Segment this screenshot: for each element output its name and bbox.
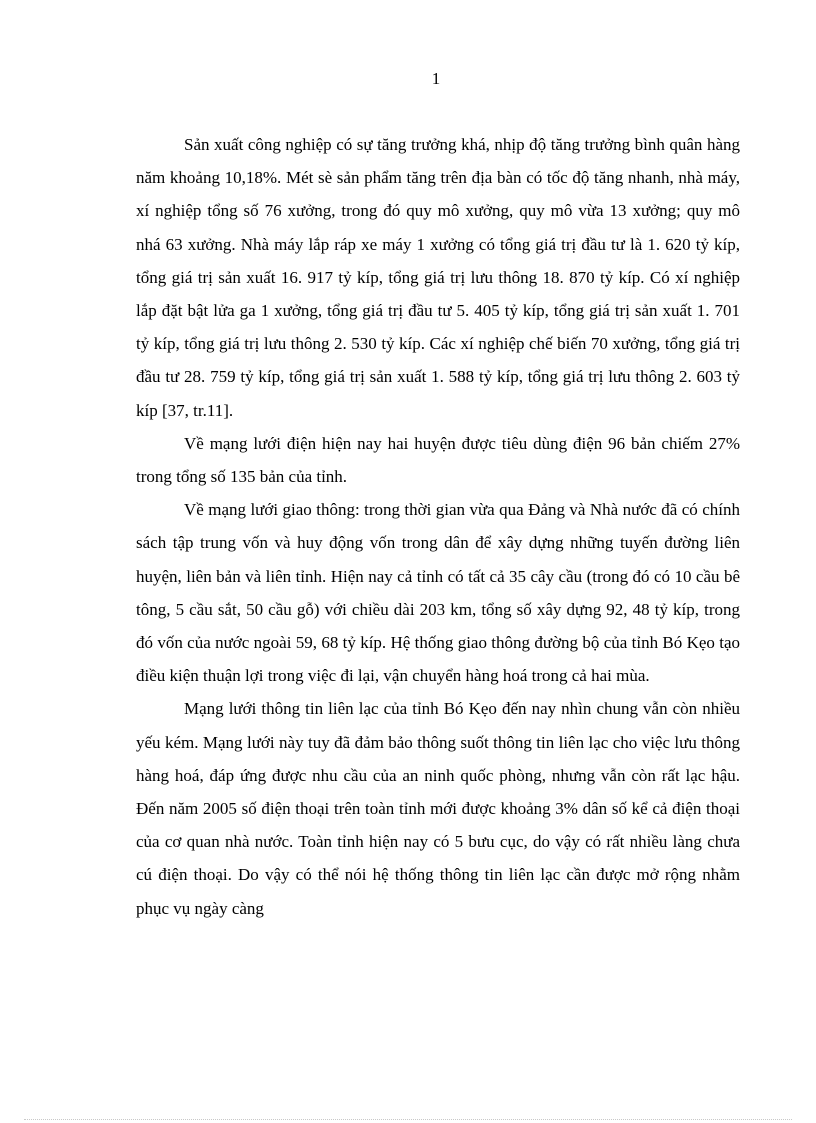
paragraph-industry: Sản xuất công nghiệp có sự tăng trưởng khá, nhịp độ tăng trưởng bình quân hàng năm khoảng 10,18%. Mét sè sản phẩm tăng trên địa bàn có tốc độ tăng nhanh, nhà máy, xí nghiệp tổng số 76 xưởng, trong đó quy mô xưởng, quy mô vừa 13 xưởng; quy mô nhá 63 xưởng. Nhà máy lắp ráp xe máy 1 xưởng có tổng giá trị đầu tư là 1. 620 tỷ kíp, tổng giá trị sản xuất 16. 917 tỷ kíp, tổng giá trị lưu thông 18. 870 tỷ kíp. Có xí nghiệp lắp đặt bật lửa ga 1 xưởng, tổng giá trị đầu tư 5. 405 tỷ kíp, tổng giá trị sản xuất 1. 701 tỷ kíp, tổng giá trị lưu thông 2. 530 tỷ kíp. Các xí nghiệp chế biến 70 xưởng, tổng giá trị đầu tư 28. 759 tỷ kíp, tổng giá trị sản xuất 1. 588 tỷ kíp, tổng giá trị lưu thông 2. 603 tỷ kíp [37, tr.11]. [136, 135, 740, 420]
paragraph-electricity: Về mạng lưới điện hiện nay hai huyện được tiêu dùng điện 96 bản chiếm 27% trong tổng số 135 bản của tỉnh. [136, 433, 740, 487]
page-number: 1 [431, 69, 441, 88]
document-body [136, 128, 740, 925]
paragraph-communication: Mạng lưới thông tin liên lạc của tỉnh Bó Kẹo đến nay nhìn chung vẫn còn nhiều yếu kém. Mạng lưới này tuy đã đảm bảo thông suốt thông tin liên lạc cho việc lưu thông hàng hoá, đáp ứng được nhu cầu của an ninh quốc phòng, nhưng vẫn còn rất lạc hậu. Đến năm 2005 số điện thoại trên toàn tỉnh mới được khoảng 3% dân số kể cả điện thoại của cơ quan nhà nước. Toàn tỉnh hiện nay có 5 bưu cục, do vậy có rất nhiều làng chưa cú điện thoại. Do vậy có thể nói hệ thống thông tin liên lạc cần được mở rộng nhằm phục vụ ngày càng [136, 699, 740, 918]
paragraph-transport: Về mạng lưới giao thông: trong thời gian vừa qua Đảng và Nhà nước đã có chính sách tập trung vốn và huy động vốn trong dân để xây dựng những tuyến đường liên huyện, liên bản và liên tỉnh. Hiện nay cả tỉnh có tất cả 35 cây cầu (trong đó có 10 cầu bê tông, 5 cầu sắt, 50 cầu gỗ) với chiều dài 203 km, tổng số xây dựng 92, 48 tỷ kíp, trong đó vốn của nước ngoài 59, 68 tỷ kíp. Hệ thống giao thông đường bộ của tỉnh Bó Kẹo tạo điều kiện thuận lợi trong việc đi lại, vận chuyển hàng hoá trong cả hai mùa. [136, 500, 740, 686]
page-bottom-divider [24, 1119, 792, 1120]
